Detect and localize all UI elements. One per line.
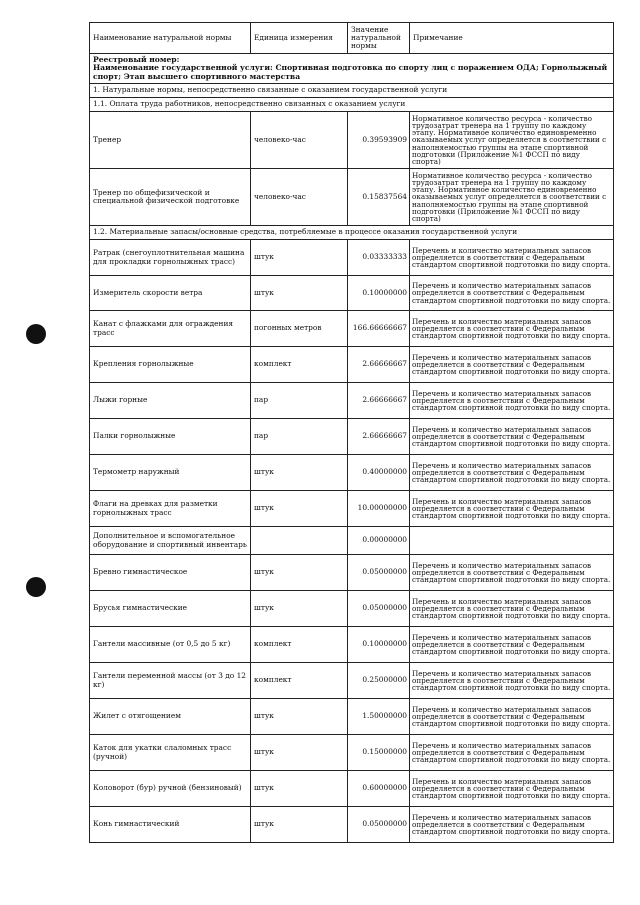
row-note: Перечень и количество материальных запасов определяется в соответствии с Федеральным стандартом спортивной подготовки по виду спорта. (410, 771, 614, 807)
row-name: Флаги на древках для разметки горнолыжных трасс (90, 491, 251, 527)
row-note: Перечень и количество материальных запасов определяется в соответствии с Федеральным стандартом спортивной подготовки по виду спорта. (410, 276, 614, 311)
row-name: Бревно гимнастическое (90, 555, 251, 591)
row-note: Нормативное количество ресурса - количество трудозатрат тренера на 1 группу по каждому этапу. Нормативное количество единовременно оказываемых услуг определяется в соответствии с наполняемостью группы на этапе спортивной подготовки (Приложение №1 ФССП по виду спорта) (410, 112, 614, 169)
row-name: Гантели массивные (от 0,5 до 5 кг) (90, 627, 251, 663)
norms-table (89, 22, 614, 843)
table-row (90, 699, 614, 735)
row-unit: человеко-час (251, 112, 348, 169)
row-value: 10.00000000 (348, 491, 410, 527)
row-name: Термометр наружный (90, 455, 251, 491)
row-note: Перечень и количество материальных запасов определяется в соответствии с Федеральным стандартом спортивной подготовки по виду спорта. (410, 663, 614, 699)
row-value: 2.66666667 (348, 347, 410, 383)
row-value: 2.66666667 (348, 419, 410, 455)
header-name: Наименование натуральной нормы (90, 23, 251, 54)
row-name: Конь гимнастический (90, 807, 251, 843)
table-row (90, 383, 614, 419)
row-unit: погонных метров (251, 311, 348, 347)
section-1-title: 1. Натуральные нормы, непосредственно связанные с оказанием государственной услуги (90, 84, 614, 98)
row-unit: комплект (251, 627, 348, 663)
section-1-2-title: 1.2. Материальные запасы/основные средства, потребляемые в процессе оказания государственной услуги (90, 226, 614, 240)
row-note: Перечень и количество материальных запасов определяется в соответствии с Федеральным стандартом спортивной подготовки по виду спорта. (410, 491, 614, 527)
row-name: Дополнительное и вспомогательное оборудование и спортивный инвентарь (90, 527, 251, 555)
row-value: 1.50000000 (348, 699, 410, 735)
row-name: Лыжи горные (90, 383, 251, 419)
row-unit: человеко-час (251, 169, 348, 226)
service-name: Наименование государственной услуги: Спортивная подготовка по спорту лиц с поражением ОДА; Горнолыжный спорт; Этап высшего спортивного мастерства (93, 63, 608, 81)
row-value: 0.25000000 (348, 663, 410, 699)
row-unit: штук (251, 807, 348, 843)
section-1-row (90, 84, 614, 98)
row-note: Перечень и количество материальных запасов определяется в соответствии с Федеральным стандартом спортивной подготовки по виду спорта. (410, 455, 614, 491)
row-note: Нормативное количество ресурса - количество трудозатрат тренера на 1 группу по каждому этапу. Нормативное количество единовременно оказываемых услуг определяется в соответствии с наполняемостью группы на этапе спортивной подготовки (Приложение №1 ФССП по виду спорта) (410, 169, 614, 226)
row-note: Перечень и количество материальных запасов определяется в соответствии с Федеральным стандартом спортивной подготовки по виду спорта. (410, 807, 614, 843)
row-value: 0.03333333 (348, 240, 410, 276)
row-unit: пар (251, 419, 348, 455)
table-row (90, 735, 614, 771)
row-unit: штук (251, 699, 348, 735)
table-row (90, 112, 614, 169)
table-row (90, 627, 614, 663)
row-name: Измеритель скорости ветра (90, 276, 251, 311)
row-value: 0.10000000 (348, 276, 410, 311)
row-name: Канат с флажками для ограждения трасс (90, 311, 251, 347)
header-value: Значение натуральной нормы (348, 23, 410, 54)
header-note: Примечание (410, 23, 614, 54)
table-row (90, 347, 614, 383)
row-value: 0.40000000 (348, 455, 410, 491)
row-unit: штук (251, 276, 348, 311)
header-row (90, 23, 614, 54)
row-unit: штук (251, 455, 348, 491)
row-name: Коловорот (бур) ручной (бензиновый) (90, 771, 251, 807)
row-name: Ратрак (снегоуплотнительная машина для прокладки горнолыжных трасс) (90, 240, 251, 276)
row-note: Перечень и количество материальных запасов определяется в соответствии с Федеральным стандартом спортивной подготовки по виду спорта. (410, 699, 614, 735)
row-name: Тренер по общефизической и специальной физической подготовке (90, 169, 251, 226)
table-row (90, 455, 614, 491)
row-name: Тренер (90, 112, 251, 169)
row-unit: штук (251, 555, 348, 591)
row-name: Гантели переменной массы (от 3 до 12 кг) (90, 663, 251, 699)
row-unit (251, 527, 348, 555)
row-value: 0.60000000 (348, 771, 410, 807)
section-1-1-title: 1.1. Оплата труда работников, непосредственно связанных с оказанием услуги (90, 98, 614, 112)
row-value: 0.15837564 (348, 169, 410, 226)
row-value: 0.39593909 (348, 112, 410, 169)
table-row (90, 240, 614, 276)
registry-row (90, 54, 614, 84)
row-value: 0.15000000 (348, 735, 410, 771)
row-name: Брусья гимнастические (90, 591, 251, 627)
row-note: Перечень и количество материальных запасов определяется в соответствии с Федеральным стандартом спортивной подготовки по виду спорта. (410, 591, 614, 627)
punch-hole-top (26, 324, 46, 344)
row-unit: штук (251, 591, 348, 627)
row-unit: комплект (251, 663, 348, 699)
row-name: Крепления горнолыжные (90, 347, 251, 383)
row-note: Перечень и количество материальных запасов определяется в соответствии с Федеральным стандартом спортивной подготовки по виду спорта. (410, 347, 614, 383)
row-name: Палки горнолыжные (90, 419, 251, 455)
row-unit: штук (251, 491, 348, 527)
row-value: 0.05000000 (348, 807, 410, 843)
table-row (90, 555, 614, 591)
row-unit: комплект (251, 347, 348, 383)
row-note: Перечень и количество материальных запасов определяется в соответствии с Федеральным стандартом спортивной подготовки по виду спорта. (410, 383, 614, 419)
table-row (90, 663, 614, 699)
row-unit: штук (251, 771, 348, 807)
row-note: Перечень и количество материальных запасов определяется в соответствии с Федеральным стандартом спортивной подготовки по виду спорта. (410, 311, 614, 347)
row-note: Перечень и количество материальных запасов определяется в соответствии с Федеральным стандартом спортивной подготовки по виду спорта. (410, 627, 614, 663)
row-value: 0.00000000 (348, 527, 410, 555)
header-unit: Единица измерения (251, 23, 348, 54)
row-unit: штук (251, 735, 348, 771)
table-row (90, 591, 614, 627)
row-unit: штук (251, 240, 348, 276)
table-row (90, 491, 614, 527)
row-value: 0.05000000 (348, 555, 410, 591)
row-name: Жилет с отягощением (90, 699, 251, 735)
table-row (90, 169, 614, 226)
row-note: Перечень и количество материальных запасов определяется в соответствии с Федеральным стандартом спортивной подготовки по виду спорта. (410, 240, 614, 276)
row-unit: пар (251, 383, 348, 419)
table-row (90, 527, 614, 555)
row-value: 0.05000000 (348, 591, 410, 627)
table-row (90, 771, 614, 807)
registry-number: Реестровый номер: (93, 54, 180, 64)
row-note: Перечень и количество материальных запасов определяется в соответствии с Федеральным стандартом спортивной подготовки по виду спорта. (410, 555, 614, 591)
row-note (410, 527, 614, 555)
section-1-1-row (90, 98, 614, 112)
row-note: Перечень и количество материальных запасов определяется в соответствии с Федеральным стандартом спортивной подготовки по виду спорта. (410, 419, 614, 455)
row-value: 0.10000000 (348, 627, 410, 663)
row-value: 2.66666667 (348, 383, 410, 419)
table-row (90, 276, 614, 311)
table-row (90, 311, 614, 347)
row-note: Перечень и количество материальных запасов определяется в соответствии с Федеральным стандартом спортивной подготовки по виду спорта. (410, 735, 614, 771)
punch-hole-bottom (26, 577, 46, 597)
table-row (90, 419, 614, 455)
row-name: Каток для укатки слаломных трасс (ручной) (90, 735, 251, 771)
section-1-2-row (90, 226, 614, 240)
table-row (90, 807, 614, 843)
row-value: 166.66666667 (348, 311, 410, 347)
